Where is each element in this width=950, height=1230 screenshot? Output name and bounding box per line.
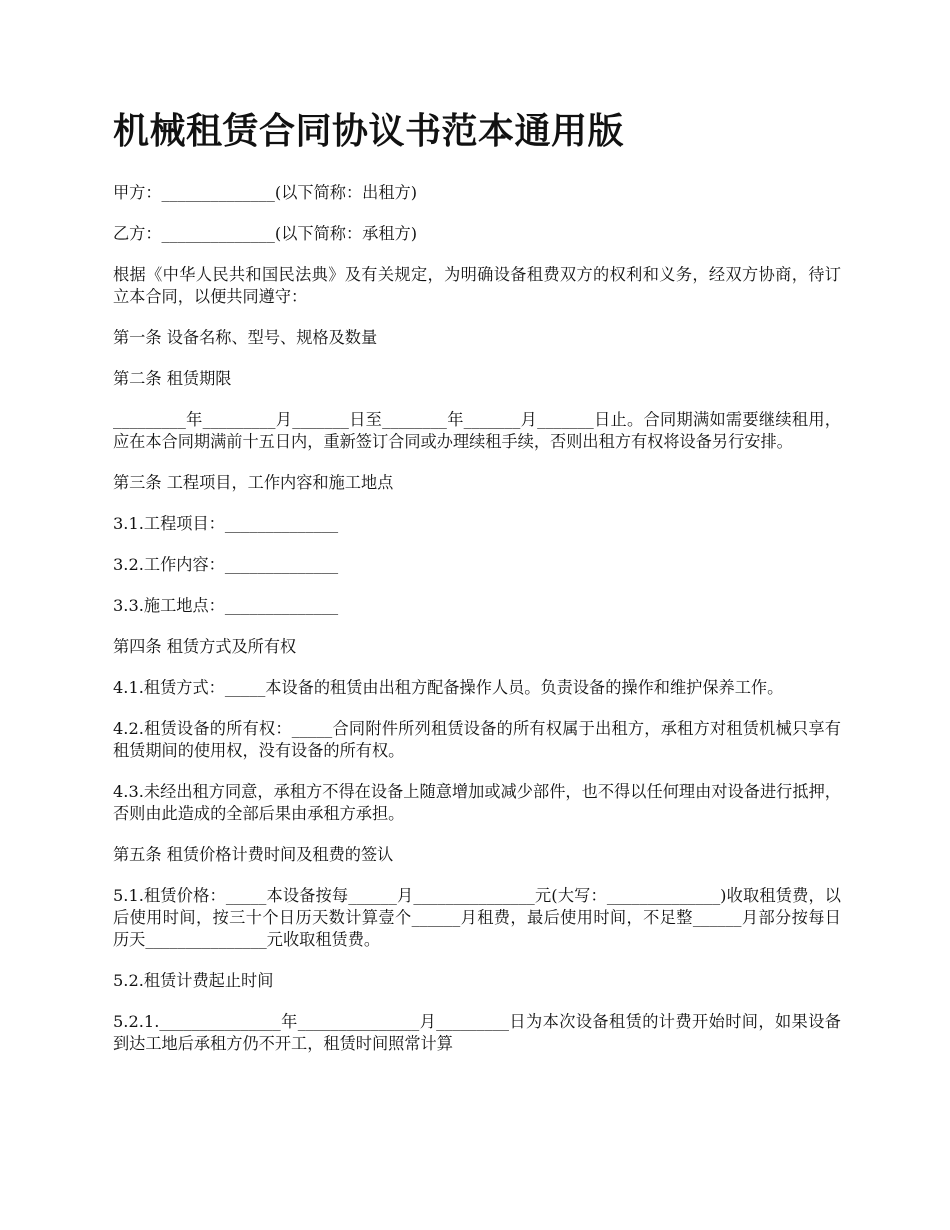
clause-3-3: 3.3.施工地点：______________ [113,596,339,615]
clause-5-1: 5.1.租赁价格：_____本设备按每______月_______________元(大写：______________)收取租赁费，以后使用时间，按三十个日历天数计算壹个______月租费，最后使用时间，不足整______月部分按每日历天_______________元收取租赁费。 [113,886,841,949]
article-2-body: _________年_________月_______日至________年_______月_______日止。合同期满如需要继续租用，应在本合同期满前十五日内，重新签订合同或办理续租手续，否则出租方有权将设备另行安排。 [113,410,841,451]
clause-3-1: 3.1.工程项目：______________ [113,514,339,533]
clause-3-2: 3.2.工作内容：______________ [113,555,339,574]
article-2-heading: 第二条 租赁期限 [113,369,232,388]
article-5-heading: 第五条 租赁价格计费时间及租费的签认 [113,845,394,864]
clause-5-2-1: 5.2.1._______________年_______________月_________日为本次设备租赁的计费开始时间，如果设备到达工地后承租方仍不开工，租赁时间照常计算 [113,1012,841,1053]
party-b-line: 乙方：______________(以下简称：承租方) [113,224,418,243]
clause-4-1: 4.1.租赁方式：_____本设备的租赁由出租方配备操作人员。负责设备的操作和维护保养工作。 [113,678,784,697]
document-page [113,108,841,1074]
clause-4-3: 4.3.未经出租方同意，承租方不得在设备上随意增加或减少部件，也不得以任何理由对设备进行抵押，否则由此造成的全部后果由承租方承担。 [113,782,841,823]
party-a-line: 甲方：______________(以下简称：出租方) [113,183,418,202]
clause-5-2: 5.2.租赁计费起止时间 [113,971,274,990]
article-4-heading: 第四条 租赁方式及所有权 [113,637,297,656]
clause-4-2: 4.2.租赁设备的所有权：_____合同附件所列租赁设备的所有权属于出租方，承租方对租赁机械只享有租赁期间的使用权，没有设备的所有权。 [113,719,841,760]
article-1-heading: 第一条 设备名称、型号、规格及数量 [113,328,378,347]
preamble: 根据《中华人民共和国民法典》及有关规定，为明确设备租费双方的权利和义务，经双方协商，待订立本合同，以便共同遵守： [113,265,841,306]
document-title: 机械租赁合同协议书范本通用版 [113,110,625,152]
article-3-heading: 第三条 工程项目，工作内容和施工地点 [113,473,394,492]
